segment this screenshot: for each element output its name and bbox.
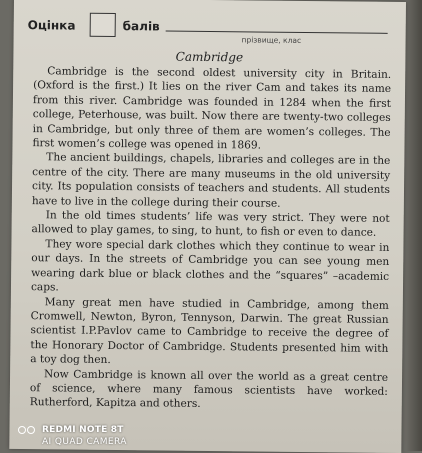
worksheet-header [28, 12, 394, 48]
paragraph: The ancient buildings, chapels, libraries and colleges are in the centre of the city. There are many museums in the old university city. Its population consists of teachers and students. All students have to live in the college during their course. [31, 151, 391, 210]
watermark-camera: AI QUAD CAMERA [42, 437, 127, 447]
name-line [166, 31, 388, 34]
grade-box [90, 13, 116, 37]
paragraph: Now Cambridge is known all over the world as a great centre of science, where many famous scientists have worked: Rutherford, Kapitza and others. [29, 367, 389, 411]
paragraph: In the old times students’ life was very strict. They were not allowed to play games, to sing, to hunt, to fish or even to dance. [31, 209, 390, 240]
worksheet-page [9, 0, 406, 453]
text-body [30, 64, 392, 413]
paragraph: They wore special dark clothes which they continue to wear in our days. In the streets of Cambridge you can see young men wearing dark blue or black clothes and the “squares” –academic caps. [30, 238, 390, 294]
text-title: Cambridge [175, 49, 244, 65]
page-edge-shadow [406, 0, 422, 451]
paragraph: Many great men have studied in Cambridge, among them Cromwell, Newton, Byron, Tennyson, Darwin. The great Russian scientist I.P.Pavlov came to Cambridge to receive the degree of the Honorary Doctor of Cambridge. Students presented him with a toy dog then. [30, 295, 389, 367]
points-label: балів [122, 19, 160, 34]
name-caption: прізвище, клас [241, 35, 302, 45]
camera-lens-icon [18, 426, 40, 435]
paragraph: Cambridge is the second oldest university city in Britain. (Oxford is the first.) It lies on the river Cam and takes its name from this river. Cambridge was founded in 1284 when the first college, Peterhouse, was built. Now there are twenty-two colleges in Cambridge, but only three of them are women’s colleges. The first women’s college was opened in 1869. [32, 65, 392, 152]
grade-label: Оцінка [27, 18, 76, 33]
watermark-model: REDMI NOTE 8T [42, 425, 124, 435]
